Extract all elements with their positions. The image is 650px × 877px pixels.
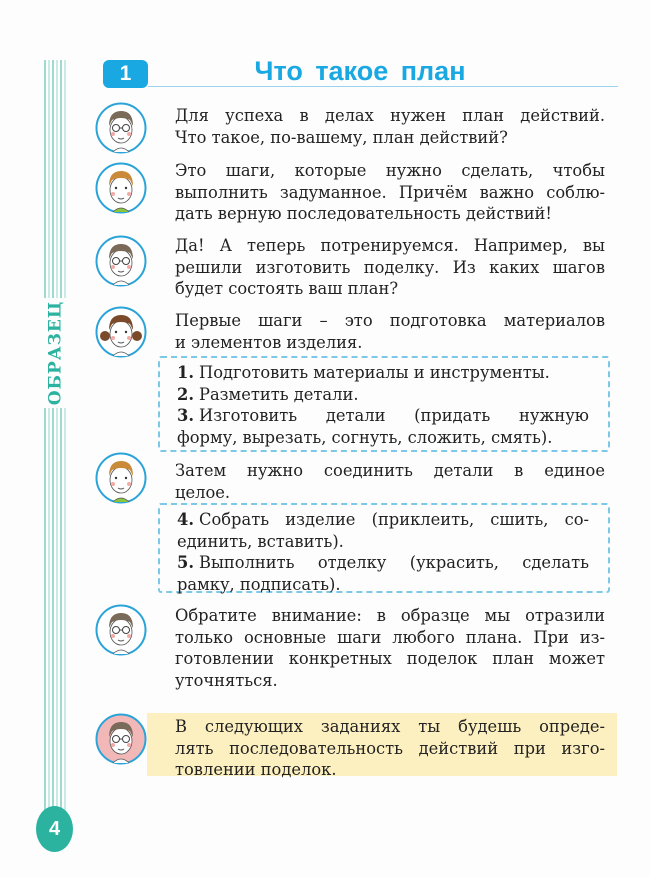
- text-line: выполнить задуманное. Причём важно соблю-: [175, 182, 605, 202]
- text-line: Первые шаги – это подготовка материалов: [175, 311, 605, 330]
- plan-step: [177, 552, 589, 595]
- sample-label-text: ОБРАЗЕЦ: [45, 300, 66, 406]
- step-number: 1.: [177, 363, 194, 382]
- text-line: Разметить детали.: [199, 384, 359, 404]
- text-line: товлении поделок.: [175, 760, 337, 779]
- text-line: дать верную последовательность действий!: [175, 204, 552, 223]
- task-number-badge: 1: [103, 60, 148, 88]
- page-number: 4: [36, 806, 73, 852]
- text-line: форму, вырезать, согнуть, сложить, смять).: [177, 427, 553, 447]
- teacher-avatar: [95, 235, 147, 287]
- text-line: Подготовить материалы и инструменты.: [199, 363, 550, 382]
- text-line: Обратите внимание: в образце мы отразили: [175, 606, 605, 625]
- plan-step: [177, 362, 589, 384]
- text-line: рамку, подписать).: [177, 574, 341, 594]
- teacher-avatar: [95, 102, 147, 154]
- text-line: Затем нужно соединить детали в единое: [175, 461, 605, 480]
- page-title: Что такое план: [254, 56, 466, 86]
- text-line: и элементов изделия.: [175, 332, 363, 352]
- text-line: В следующих заданиях ты будешь опреде-: [175, 717, 605, 736]
- plan-step: [177, 509, 589, 552]
- girl-avatar: [95, 306, 147, 358]
- text-line: единить, вставить).: [177, 531, 344, 551]
- text-line: Изготовить детали (придать нужную: [199, 406, 589, 425]
- plan-step: [177, 405, 589, 448]
- text-line: Выполнить отделку (украсить, сделать: [199, 553, 589, 572]
- text-line: Да! А теперь потренируемся. Например, вы: [175, 236, 605, 255]
- step-number: 4.: [177, 510, 194, 529]
- text-line: лять последовательность действий при изго-: [175, 738, 605, 758]
- teacher-avatar: [95, 604, 147, 656]
- side-stripes: [44, 60, 66, 842]
- text-line: решили изготовить поделку. Из каких шагов: [175, 257, 605, 277]
- text-line: целое.: [175, 482, 231, 502]
- dialogue-paragraph: [175, 310, 605, 353]
- dialogue-paragraph: [175, 716, 605, 781]
- dialogue-paragraph: [175, 605, 605, 691]
- text-line: уточняться.: [175, 670, 278, 690]
- text-line: Что такое, по-вашему, план действий?: [175, 127, 508, 147]
- text-line: только основные шаги любого плана. При из-: [175, 627, 605, 647]
- sample-label: [37, 298, 73, 408]
- step-number: 3.: [177, 406, 194, 425]
- text-line: будет состоять ваш план?: [175, 279, 399, 298]
- text-line: Это шаги, которые нужно сделать, чтобы: [175, 161, 605, 180]
- teacher-avatar: [95, 713, 147, 765]
- dialogue-paragraph: [175, 160, 605, 225]
- dialogue-paragraph: [175, 460, 605, 503]
- text-line: Собрать изделие (приклеить, сшить, со-: [199, 510, 589, 529]
- dialogue-paragraph: [175, 105, 605, 148]
- step-number: 5.: [177, 553, 194, 572]
- text-line: Для успеха в делах нужен план действий.: [175, 106, 605, 125]
- dialogue-paragraph: [175, 235, 605, 300]
- text-line: готовлении конкретных поделок план может: [175, 649, 605, 668]
- boy-avatar: [95, 452, 147, 504]
- step-number: 2.: [177, 384, 194, 404]
- boy-avatar: [95, 162, 147, 214]
- plan-step: [177, 384, 589, 406]
